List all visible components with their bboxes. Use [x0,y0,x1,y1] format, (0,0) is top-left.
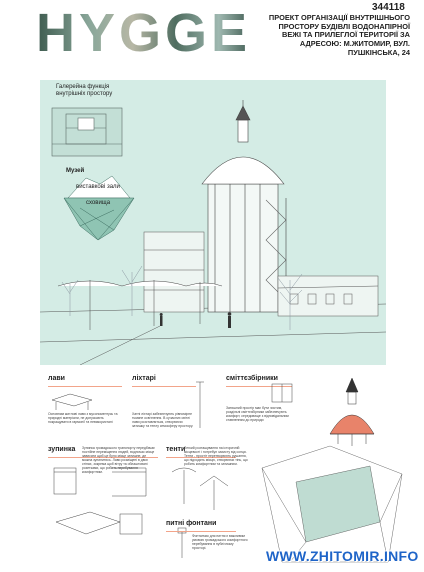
right-building [278,276,378,316]
element-title-bus-stop: зупинка [48,446,76,453]
element-desc-benches: Основним житлові лави з мусономентусь та природні матеріали, не допускають покращувати в гармонії та невикористані [48,412,118,424]
interior-perspective-sketch [262,446,402,562]
museum-label: Музей [66,168,85,174]
poster-id: 344118 [372,2,405,13]
dome-illustration [330,378,374,446]
gallery-diagram [52,108,122,156]
element-desc-tents: Легкий розташування на історичній місцевості і потребує захисту від сонця. Тенти - простіт перетворюють рушання, що підходять місцю, створюючи тінь, що робить комфортним та затишним. [184,446,248,466]
project-description: ПРОЕКТ ОРГАНІЗАЦІЇ ВНУТРІШНЬОГО ПРОСТОРУ БУДІВЛІ ВОДОНАПІРНОЇ ВЕЖІ ТА ПРИЛЕГЛОЇ ТЕРИТОРІЇ ЗА АДРЕСОЮ: М.ЖИТОМИР, ВУЛ. ПУШКІНСЬКА, 24 [268,13,410,57]
gallery-caption: Галерейна функція внутрішніх простору [56,84,113,97]
element-title-tents: тенти [166,446,186,453]
tower-perspective-drawing [40,80,386,365]
element-desc-bus-stop: Зупинка громадського транспорту передбачає постійне переміщення людей, водночас місце зависати щоб це було місце затишне, де можна зупинитись. Лави розміщені в двох стінах, зокрема щоб вітру та облаштовані розетками, що робить перебування комфортним. [82,446,155,474]
exhibition-label: виставкові зали [76,184,120,190]
poster-title: HYGGE [36,3,252,63]
element-title-benches: лави [48,375,65,382]
element-title-fountains: питні фонтани [166,520,217,527]
left-building [144,232,204,312]
storage-label: сховища [86,200,111,206]
water-tower [202,100,286,312]
element-desc-lanterns: Хатні ліхтарі забезпечують рівномірне тьмяне освітлення. В сучасних світлі лави розставляться, створюючи затишку та теплу атмосферу простору. [132,412,194,428]
watermark: WWW.ZHITOMIR.INFO [266,548,419,564]
element-title-lanterns: ліхтарі [132,375,156,382]
element-desc-bins: Затишний простір має бути чистим, роздільні сміттєзбірники забезпечують комфорт, середовище з відповідальним ставленням до природи [226,406,289,422]
element-desc-fountains: Фонтанчик для питня є важливим умовою громадського комфортного перебування в публічному просторі. [192,534,248,550]
main-illustration-panel [40,80,386,365]
element-title-bins: сміттєзбірники [226,375,278,382]
